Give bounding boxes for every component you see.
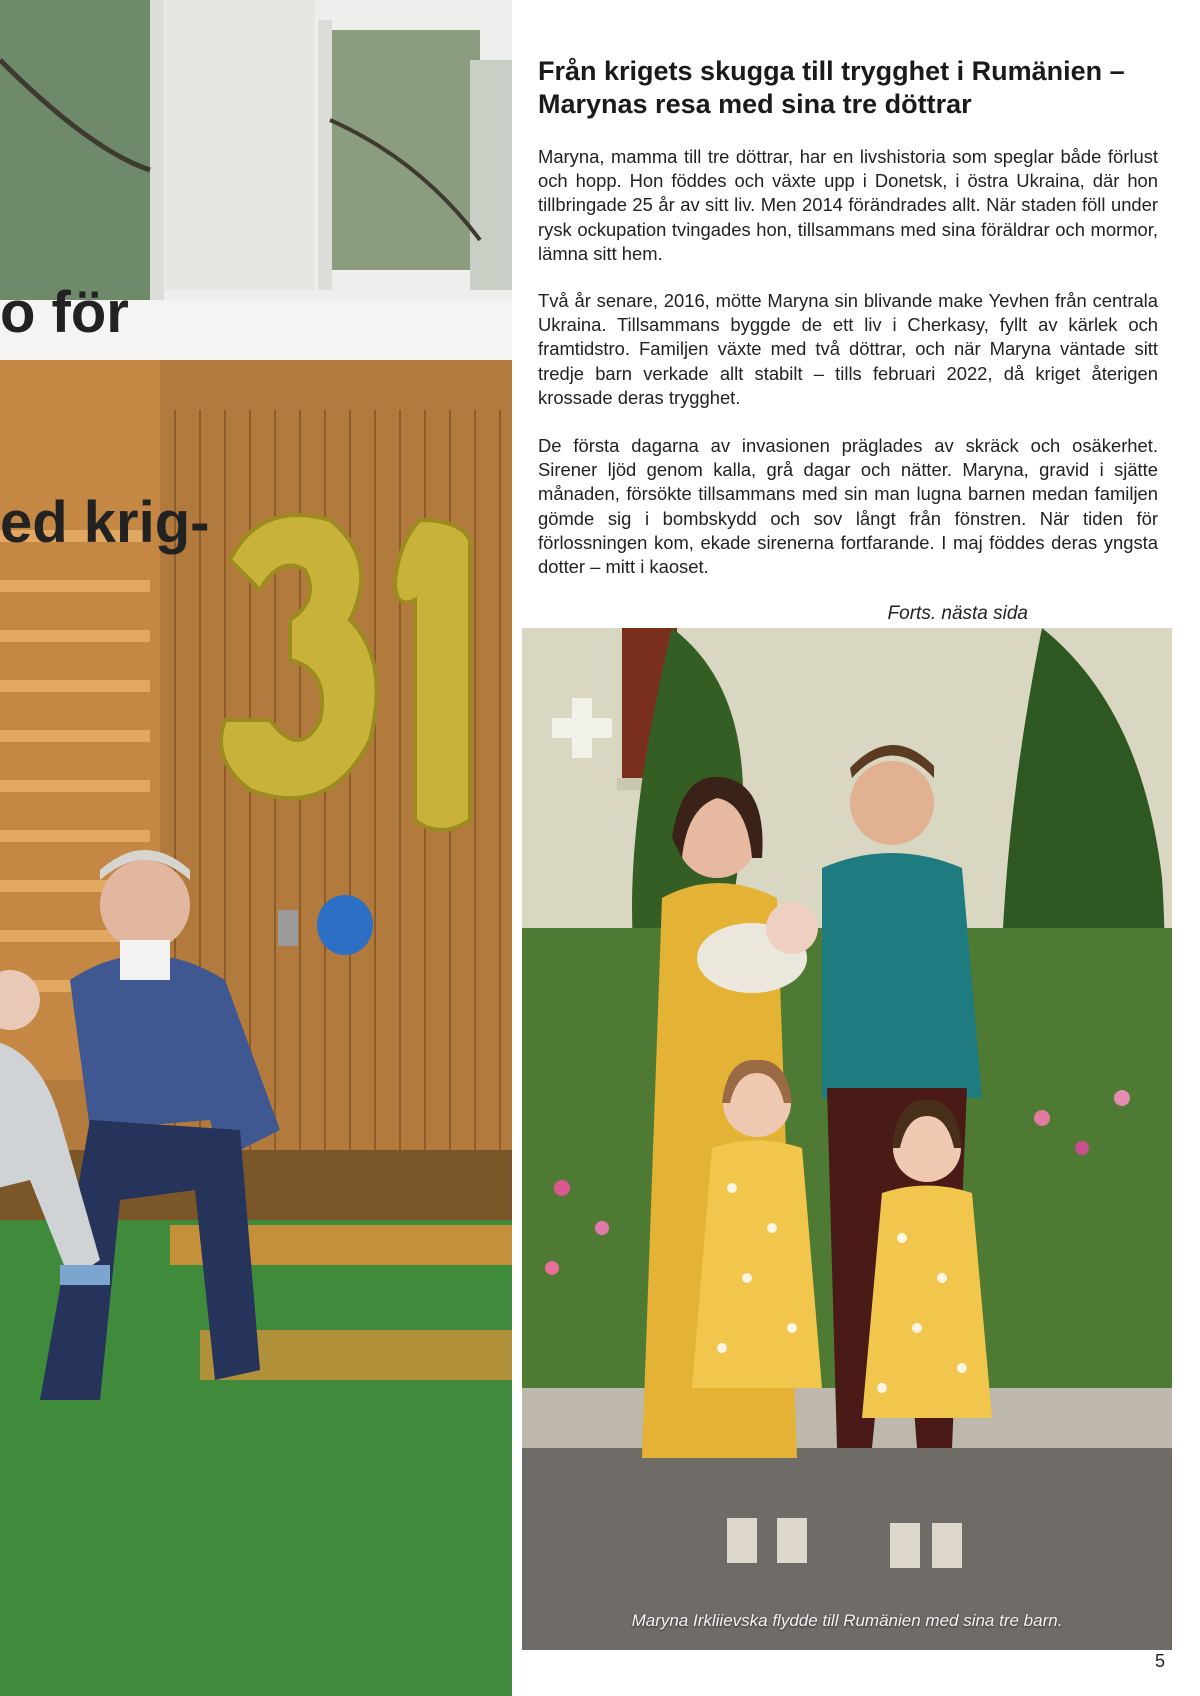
family-photo xyxy=(522,628,1172,1650)
left-headline xyxy=(0,138,512,698)
article-title: Från krigets skugga till trygghet i Rumänien – Marynas resa med sina tre döttrar xyxy=(538,56,1125,119)
continued-note: Forts. nästa sida xyxy=(887,603,1028,624)
left-headline-line-1: o för xyxy=(0,280,129,345)
page-number: 5 xyxy=(1154,1651,1165,1671)
family-photo-illustration xyxy=(522,628,1172,1650)
paragraph-2: Två år senare, 2016, mötte Maryna sin blivande make Yevhen från centrala Ukraina. Tillsammans byggde de ett liv i Cherkasy, fyllt av kärlek och framtidstro. Familjen växte med två döttrar, och när Maryna väntade sitt tredje barn verkade allt stabilt – tills februari 2022, då kriget återigen krossade deras trygghet. xyxy=(538,290,1158,408)
paragraph-1: Maryna, mamma till tre döttrar, har en livshistoria som speglar både förlust och hopp. Hon föddes och växte upp i Donetsk, i östra Ukraina, där hon tillbringade 25 år av sitt liv. Men 2014 förändrades allt. När staden föll under rysk ockupation tvingades hon, tillsammans med sina föräldrar och mormor, lämna sitt hem. xyxy=(538,146,1158,264)
gym-photo xyxy=(0,0,512,1696)
photo-caption: Maryna Irkliievska flydde till Rumänien med sina tre barn. xyxy=(631,1611,1063,1630)
paragraph-3: De första dagarna av invasionen präglades av skräck och osäkerhet. Sirener ljöd genom kalla, grå dagar och nätter. Maryna, gravid i sjätte månaden, försökte tillsammans med sin man lugna barnen medan familjen gömde sig i bombskydd och sov långt från fönstren. När tiden för förlossningen kom, ekade sirenerna fortfarande. I maj föddes deras yngsta dotter – mitt i kaoset. xyxy=(538,435,1158,578)
left-headline-line-2: ed krig- xyxy=(0,490,210,555)
